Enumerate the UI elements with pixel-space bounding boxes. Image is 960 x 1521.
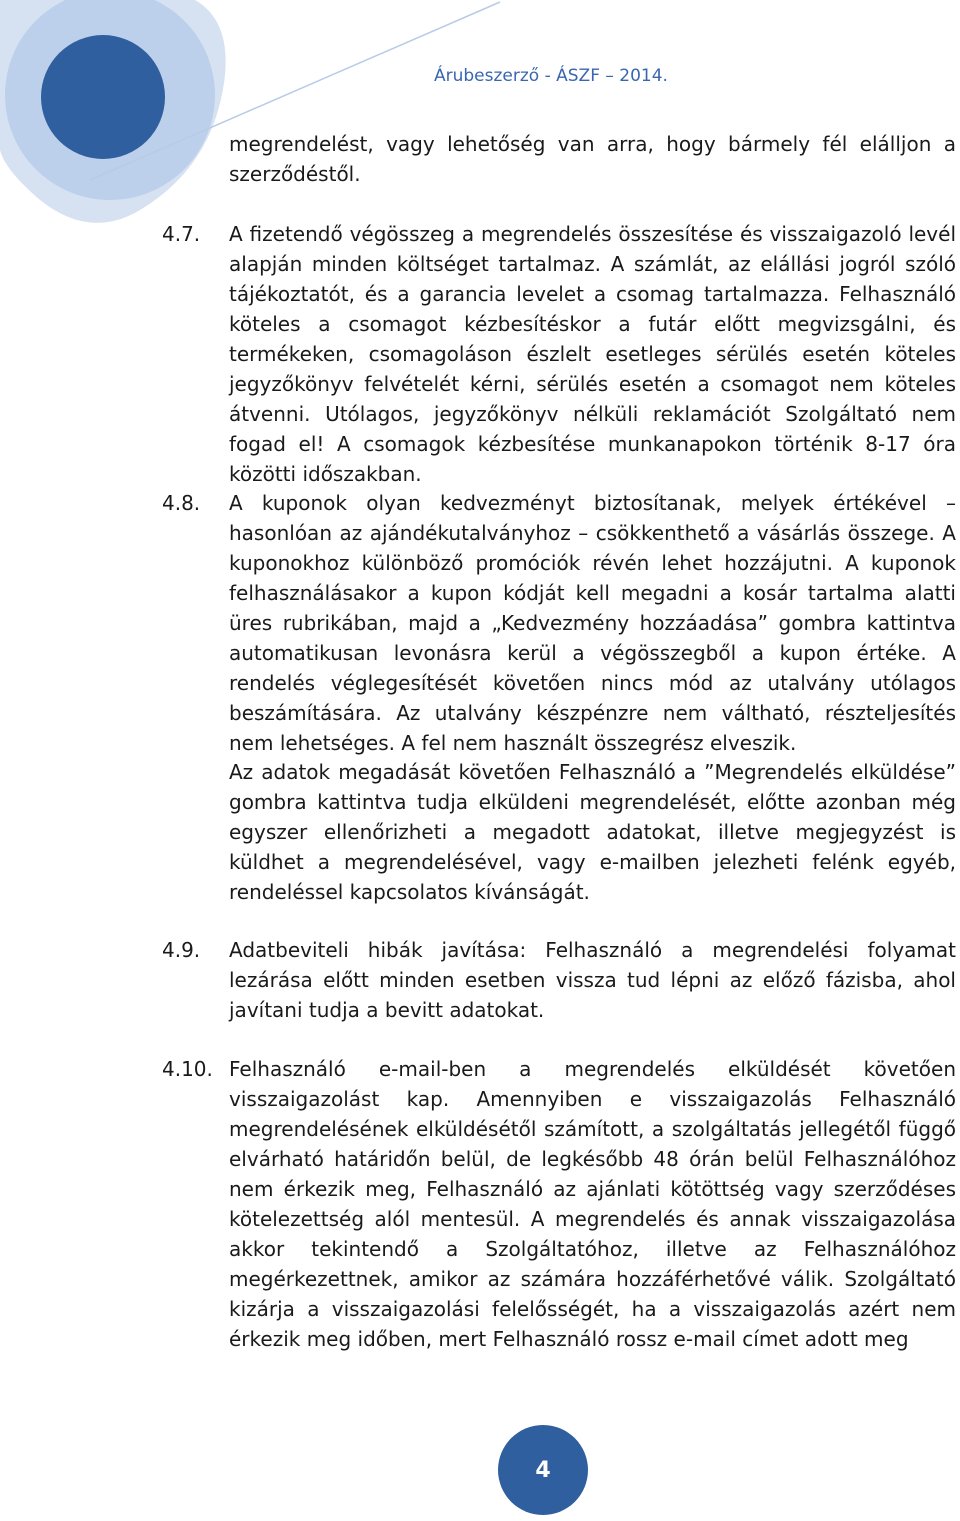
section-text-4-7: A fizetendő végösszeg a megrendelés összesítése és visszaigazoló levél alapján minden költséget tartalmaz. A számlát, az elállási jogról szóló tájékoztatót, és a garancia levelet a csomag tartalmazza. Felhasználó köteles a csomagot kézbesítéskor a futár előtt megvizsgálni, és termékeken, csomagoláson észlelt esetleges sérülés esetén köteles jegyzőkönyv felvételét kérni, sérülés esetén a csomagot nem köteles átvenni. Utólagos, jegyzőkönyv nélküli reklamációt Szolgáltató nem fogad el! A csomagok kézbesítése munkanapokon történik 8-17 óra közötti időszakban. [229,222,956,486]
section-number-4-8: 4.8. [162,491,201,515]
page-number: 4 [535,1457,551,1483]
section-number-4-9: 4.9. [162,938,201,962]
section-number-4-10: 4.10. [162,1057,213,1081]
section-text-4-8: A kuponok olyan kedvezményt biztosítanak, melyek értékével – hasonlóan az ajándékutalványhoz – csökkenthető a vásárlás összege. A kuponokhoz különböző promóciók révén lehet hozzájutni. A kuponok felhasználásakor a kupon kódját kell megadni a kosár tartalma alatti üres rubrikában, majd a „Kedvezmény hozzáadása” gombra kattintva automatikusan levonásra kerül a végösszegből a kupon értéke. A rendelés véglegesítését követően nincs mód az utalvány utólagos beszámítására. Az utalvány készpénzre nem váltható, részteljesítés nem lehetséges. A fel nem használt összegrész elveszik. [229,491,956,755]
section-number-4-7: 4.7. [162,222,201,246]
section-text-4-8-continued: Az adatok megadását követően Felhasználó a ”Megrendelés elküldése” gombra kattintva tudja elküldeni megrendelését, előtte azonban még egyszer ellenőrizheti a megadott adatokat, illetve megjegyzést is küldhet a megrendelésével, vagy e-mailben jelezheti felénk egyéb, rendeléssel kapcsolatos kívánságát. [229,760,956,904]
header-title: Árubeszerző - ÁSZF – 2014. [434,66,668,86]
page-number-badge [498,1425,588,1515]
section-text-4-9: Adatbeviteli hibák javítása: Felhasználó a megrendelési folyamat lezárása előtt minden esetben vissza tud lépni az előző fázisba, ahol javítani tudja a bevitt adatokat. [229,938,956,1022]
section-text-4-10: Felhasználó e-mail-ben a megrendelés elküldését követően visszaigazolást kap. Amennyiben e visszaigazolás Felhasználó megrendelésének elküldésétől számított, a szolgáltatás jellegétől függő elvárható határidőn belül, de legkésőbb 48 órán belül Felhasználóhoz nem érkezik meg, Felhasználó az ajánlati kötöttség vagy szerződéses kötelezettség alól mentesül. A megrendelés és annak visszaigazolása akkor tekintendő a Szolgáltatóhoz, illetve az Felhasználóhoz megérkezettnek, amikor az számára hozzáférhetővé válik. Szolgáltató kizárja a visszaigazolási felelősségét, ha a visszaigazolás azért nem érkezik meg időben, mert Felhasználó rossz e-mail címet adott meg [229,1057,956,1351]
paragraph-continuation: megrendelést, vagy lehetőség van arra, hogy bármely fél elálljon a szerződéstől. [229,132,956,186]
